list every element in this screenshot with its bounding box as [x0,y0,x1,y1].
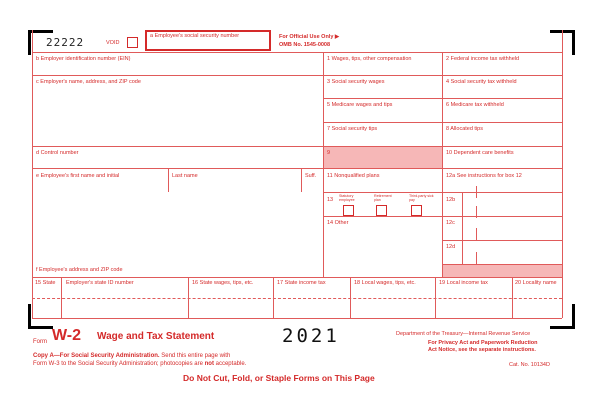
retirement-plan-checkbox[interactable] [376,205,387,216]
official-use-label: For Official Use Only ▶ [279,34,340,40]
omb-number: OMB No. 1545-0008 [279,42,331,48]
void-checkbox[interactable] [127,37,138,48]
grid-line [442,52,443,277]
box-12d-label: 12d [446,244,456,250]
statutory-employee-checkbox[interactable] [343,205,354,216]
grid-line [32,168,562,169]
field-d-label: d Control number [36,150,79,156]
box-13-statutory-label: Statutory employee [339,194,355,202]
box-19-label: 19 Local income tax [439,280,488,286]
box-1-label: 1 Wages, tips, other compensation [327,56,412,62]
box-20-label: 20 Locality name [515,280,557,286]
grid-line [32,146,562,147]
copy-a-line2-not: not [204,361,214,367]
grid-line [301,168,302,192]
copy-a-line1 [33,353,230,360]
copy-a-line2-a: Form W-3 to the Social Security Administration; photocopies are [33,361,205,367]
third-party-sick-pay-checkbox[interactable] [411,205,422,216]
box-8-label: 8 Allocated tips [446,126,483,132]
privacy-notice-line1: For Privacy Act and Paperwork Reduction [428,340,538,346]
box-16-label: 16 State wages, tips, etc. [192,280,254,286]
form-code: 22222 [46,36,85,49]
box-7-label: 7 Social security tips [327,126,378,132]
form-word: Form [33,339,47,345]
box-12c-label: 12c [446,220,455,226]
box-13-label: 13 [327,197,334,203]
box-9-shade [323,146,442,168]
grid-line [476,206,477,218]
box-10-label: 10 Dependent care benefits [446,150,514,156]
box-6-label: 6 Medicare tax withheld [446,102,504,108]
grid-line [32,298,562,299]
tax-year: 2021 [282,325,340,347]
box-12d-shade [442,264,562,277]
box-13-retirement-label: Retirement plan [374,194,392,202]
box-5-label: 5 Medicare wages and tips [327,102,393,108]
field-e-suffix-label: Suff. [305,173,317,179]
box-14-label: 14 Other [327,220,349,226]
box-9-label: 9 [327,150,331,156]
grid-line [476,186,477,198]
field-e-last-label: Last name [172,173,198,179]
box-3-label: 3 Social security wages [327,79,385,85]
grid-line [61,277,62,318]
grid-line [323,52,324,277]
box-4-label: 4 Social security tax withheld [446,79,517,85]
grid-line [442,240,562,241]
ssn-label: a Employee's social security number [150,33,240,39]
form-name: W-2 [52,327,82,344]
box-11-label: 11 Nonqualified plans [327,173,380,179]
grid-line [188,277,189,318]
field-e-label: e Employee's first name and initial [36,173,120,179]
grid-line [32,318,562,319]
grid-line [32,52,562,53]
grid-line [476,252,477,264]
grid-line [476,228,477,240]
field-f-label: f Employee's address and ZIP code [36,267,123,273]
catalog-number: Cat. No. 10134D [509,362,550,368]
copy-a-rest: Send this entire page with [159,353,231,359]
box-2-label: 2 Federal income tax withheld [446,56,520,62]
box-18-label: 18 Local wages, tips, etc. [354,280,416,286]
grid-line [562,30,563,318]
copy-a-line2-c: acceptable. [213,361,247,367]
grid-line [168,168,169,192]
field-b-label: b Employer identification number (EIN) [36,56,131,62]
box-13-thirdparty-label: Third-party sick pay [409,194,434,202]
department-label: Department of the Treasury—Internal Revenue Service [396,331,531,337]
grid-line [442,264,562,265]
box-12b-label: 12b [446,197,456,203]
grid-line [462,192,463,264]
do-not-cut-notice: Do Not Cut, Fold, or Staple Forms on This Page [183,373,375,383]
grid-line [32,30,33,318]
form-title: Wage and Tax Statement [97,331,215,342]
box-15-id-label: Employer's state ID number [66,280,134,286]
grid-line [435,277,436,318]
void-label: VOID [106,40,120,46]
privacy-notice-line2: Act Notice, see the separate instructions. [428,347,536,353]
grid-line [350,277,351,318]
field-c-label: c Employer's name, address, and ZIP code [36,79,141,85]
grid-line [32,277,562,278]
copy-a-bold: Copy A—For Social Security Administration. [33,353,160,359]
box-15-label: 15 State [35,280,56,286]
grid-line [512,277,513,318]
grid-line [273,277,274,318]
box-12a-label: 12a See instructions for box 12 [446,173,522,179]
copy-a-line2 [33,361,246,368]
box-17-label: 17 State income tax [277,280,326,286]
grid-line [32,75,562,76]
